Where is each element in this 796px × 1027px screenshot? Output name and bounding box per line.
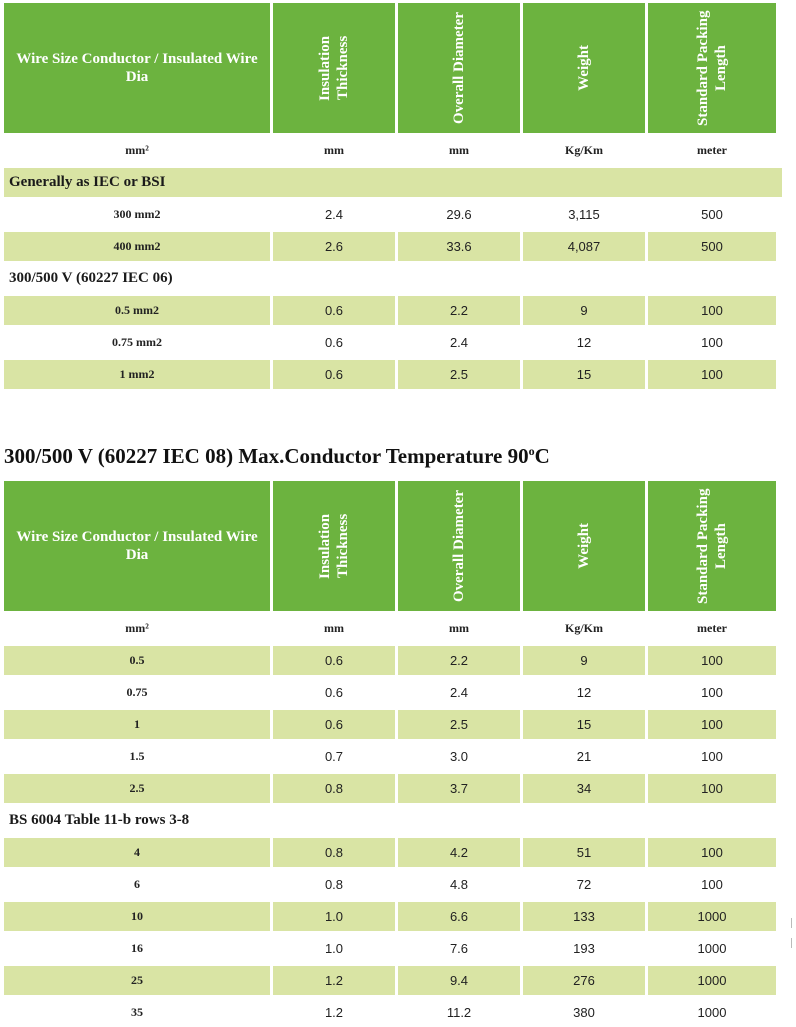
- header-wire-size: [4, 3, 270, 133]
- insulation-cell: 0.6: [324, 335, 344, 350]
- header-insulation-label: Insulation Thickness: [317, 513, 351, 579]
- section-row: 300/500 V (60227 IEC 06): [9, 270, 173, 286]
- header-overall-diameter: [398, 481, 520, 611]
- diameter-cell: 29.6: [446, 207, 472, 222]
- packing-length-cell: 100: [648, 838, 776, 867]
- insulation-cell: 1.2: [273, 966, 395, 995]
- table-row: [4, 710, 782, 739]
- wire-size-cell: 6: [134, 877, 140, 891]
- weight-cell: 34: [523, 774, 645, 803]
- diameter-cell: 4.2: [398, 838, 520, 867]
- weight-cell: 193: [573, 941, 595, 956]
- packing-length-cell: 1000: [697, 1005, 727, 1020]
- table-row: [4, 360, 782, 389]
- insulation-cell: 1.0: [324, 941, 344, 956]
- insulation-cell: 0.7: [324, 749, 344, 764]
- table-row: [4, 998, 782, 1027]
- table-row: [4, 902, 782, 931]
- insulation-cell: 1.0: [273, 902, 395, 931]
- header-weight-label: Weight: [576, 523, 592, 569]
- diameter-cell: 2.5: [398, 710, 520, 739]
- table-header: [4, 481, 782, 611]
- cable-table-2: [4, 481, 782, 1027]
- packing-length-cell: 100: [701, 749, 723, 764]
- unit-cell: mm²: [125, 143, 149, 157]
- packing-length-cell: 500: [648, 232, 776, 261]
- section-title: [4, 444, 550, 469]
- header-weight: [523, 3, 645, 133]
- weight-cell: 3,115: [568, 207, 600, 222]
- wire-size-cell: 0.75: [126, 685, 148, 699]
- edge-mark: [791, 918, 795, 928]
- title-main: 300/500 V (60227 IEC 08) Max.Conductor Temperature 90: [4, 444, 529, 468]
- diameter-cell: 4.8: [449, 877, 469, 892]
- diameter-cell: 7.6: [449, 941, 469, 956]
- header-packing-length: [648, 481, 776, 611]
- insulation-cell: 0.6: [324, 685, 344, 700]
- unit-cell: meter: [697, 143, 727, 157]
- wire-size-cell: 25: [4, 966, 270, 995]
- units-row: [4, 136, 782, 165]
- table-row: [4, 838, 782, 867]
- insulation-cell: 0.6: [273, 360, 395, 389]
- diameter-cell: 3.7: [398, 774, 520, 803]
- diameter-cell: 2.2: [398, 646, 520, 675]
- header-wire-size-label: Wire Size Conductor / Insulated Wire Dia: [16, 529, 258, 563]
- table-row: [4, 296, 782, 325]
- unit-cell: mm: [449, 143, 469, 157]
- unit-cell: mm²: [125, 621, 149, 635]
- header-overall-diameter-label: Overall Diameter: [451, 489, 467, 603]
- weight-cell: 133: [523, 902, 645, 931]
- header-packing-length-label: Standard Packing Length: [695, 10, 729, 126]
- table-row: [4, 934, 782, 963]
- diameter-cell: 2.4: [449, 335, 469, 350]
- wire-size-cell: 1 mm2: [4, 360, 270, 389]
- packing-length-cell: 500: [701, 207, 723, 222]
- weight-cell: 9: [523, 646, 645, 675]
- packing-length-cell: 1000: [648, 966, 776, 995]
- title-degree: o: [528, 444, 535, 458]
- edge-mark: [791, 938, 795, 948]
- wire-size-cell: 2.5: [4, 774, 270, 803]
- packing-length-cell: 100: [701, 877, 723, 892]
- table-row: [4, 742, 782, 771]
- diameter-cell: 2.2: [398, 296, 520, 325]
- section-row: Generally as IEC or BSI: [4, 168, 782, 197]
- header-insulation: [273, 481, 395, 611]
- packing-length-cell: 1000: [648, 902, 776, 931]
- diameter-cell: 2.4: [449, 685, 469, 700]
- insulation-cell: 0.6: [273, 646, 395, 675]
- title-unit: C: [534, 444, 550, 468]
- table-row: [4, 966, 782, 995]
- wire-size-cell: 0.75 mm2: [112, 335, 162, 349]
- packing-length-cell: 100: [648, 710, 776, 739]
- insulation-cell: 0.6: [273, 296, 395, 325]
- header-packing-length-label: Standard Packing Length: [695, 488, 729, 604]
- table-row: [4, 232, 782, 261]
- insulation-cell: 2.4: [324, 207, 344, 222]
- unit-cell: Kg/Km: [565, 621, 603, 635]
- weight-cell: 15: [523, 360, 645, 389]
- table-body: [4, 168, 782, 389]
- wire-size-cell: 400 mm2: [4, 232, 270, 261]
- weight-cell: 21: [576, 749, 592, 764]
- weight-cell: 276: [523, 966, 645, 995]
- unit-cell: Kg/Km: [565, 143, 603, 157]
- weight-cell: 72: [576, 877, 592, 892]
- table-header: [4, 3, 782, 133]
- diameter-cell: 2.5: [398, 360, 520, 389]
- unit-cell: mm: [324, 621, 344, 635]
- wire-size-cell: 4: [4, 838, 270, 867]
- header-wire-size-label: Wire Size Conductor / Insulated Wire Dia: [16, 51, 258, 85]
- wire-size-cell: 0.5 mm2: [4, 296, 270, 325]
- table-row: [4, 774, 782, 803]
- table-row: [4, 200, 782, 229]
- insulation-cell: 0.8: [273, 774, 395, 803]
- header-weight: [523, 481, 645, 611]
- unit-cell: meter: [697, 621, 727, 635]
- diameter-cell: 9.4: [398, 966, 520, 995]
- header-overall-diameter: [398, 3, 520, 133]
- table-row: [4, 328, 782, 357]
- header-overall-diameter-label: Overall Diameter: [451, 11, 467, 125]
- weight-cell: 51: [523, 838, 645, 867]
- weight-cell: 15: [523, 710, 645, 739]
- cable-table-1: [4, 3, 782, 389]
- packing-length-cell: 100: [648, 774, 776, 803]
- diameter-cell: 33.6: [398, 232, 520, 261]
- wire-size-cell: 35: [131, 1005, 143, 1019]
- table-row: [4, 646, 782, 675]
- section-row: BS 6004 Table 11-b rows 3-8: [9, 812, 190, 828]
- packing-length-cell: 100: [701, 685, 723, 700]
- weight-cell: 4,087: [523, 232, 645, 261]
- insulation-cell: 1.2: [324, 1005, 344, 1020]
- packing-length-cell: 100: [648, 296, 776, 325]
- packing-length-cell: 100: [701, 335, 723, 350]
- weight-cell: 12: [576, 685, 592, 700]
- header-wire-size: [4, 481, 270, 611]
- diameter-cell: 3.0: [449, 749, 469, 764]
- weight-cell: 380: [573, 1005, 595, 1020]
- insulation-cell: 0.8: [273, 838, 395, 867]
- insulation-cell: 2.6: [273, 232, 395, 261]
- header-insulation-label: Insulation Thickness: [317, 35, 351, 101]
- header-insulation: [273, 3, 395, 133]
- insulation-cell: 0.8: [324, 877, 344, 892]
- packing-length-cell: 100: [648, 646, 776, 675]
- header-weight-label: Weight: [576, 45, 592, 91]
- wire-size-cell: 0.5: [4, 646, 270, 675]
- table-row: [4, 870, 782, 899]
- diameter-cell: 6.6: [398, 902, 520, 931]
- packing-length-cell: 100: [648, 360, 776, 389]
- packing-length-cell: 1000: [697, 941, 727, 956]
- unit-cell: mm: [324, 143, 344, 157]
- weight-cell: 9: [523, 296, 645, 325]
- wire-size-cell: 16: [131, 941, 143, 955]
- weight-cell: 12: [576, 335, 592, 350]
- wire-size-cell: 1: [4, 710, 270, 739]
- wire-size-cell: 1.5: [129, 749, 145, 763]
- table-body: [4, 646, 782, 1027]
- unit-cell: mm: [449, 621, 469, 635]
- header-packing-length: [648, 3, 776, 133]
- insulation-cell: 0.6: [273, 710, 395, 739]
- diameter-cell: 11.2: [446, 1005, 472, 1020]
- table-row: [4, 678, 782, 707]
- wire-size-cell: 300 mm2: [113, 207, 161, 221]
- units-row: [4, 614, 782, 643]
- wire-size-cell: 10: [4, 902, 270, 931]
